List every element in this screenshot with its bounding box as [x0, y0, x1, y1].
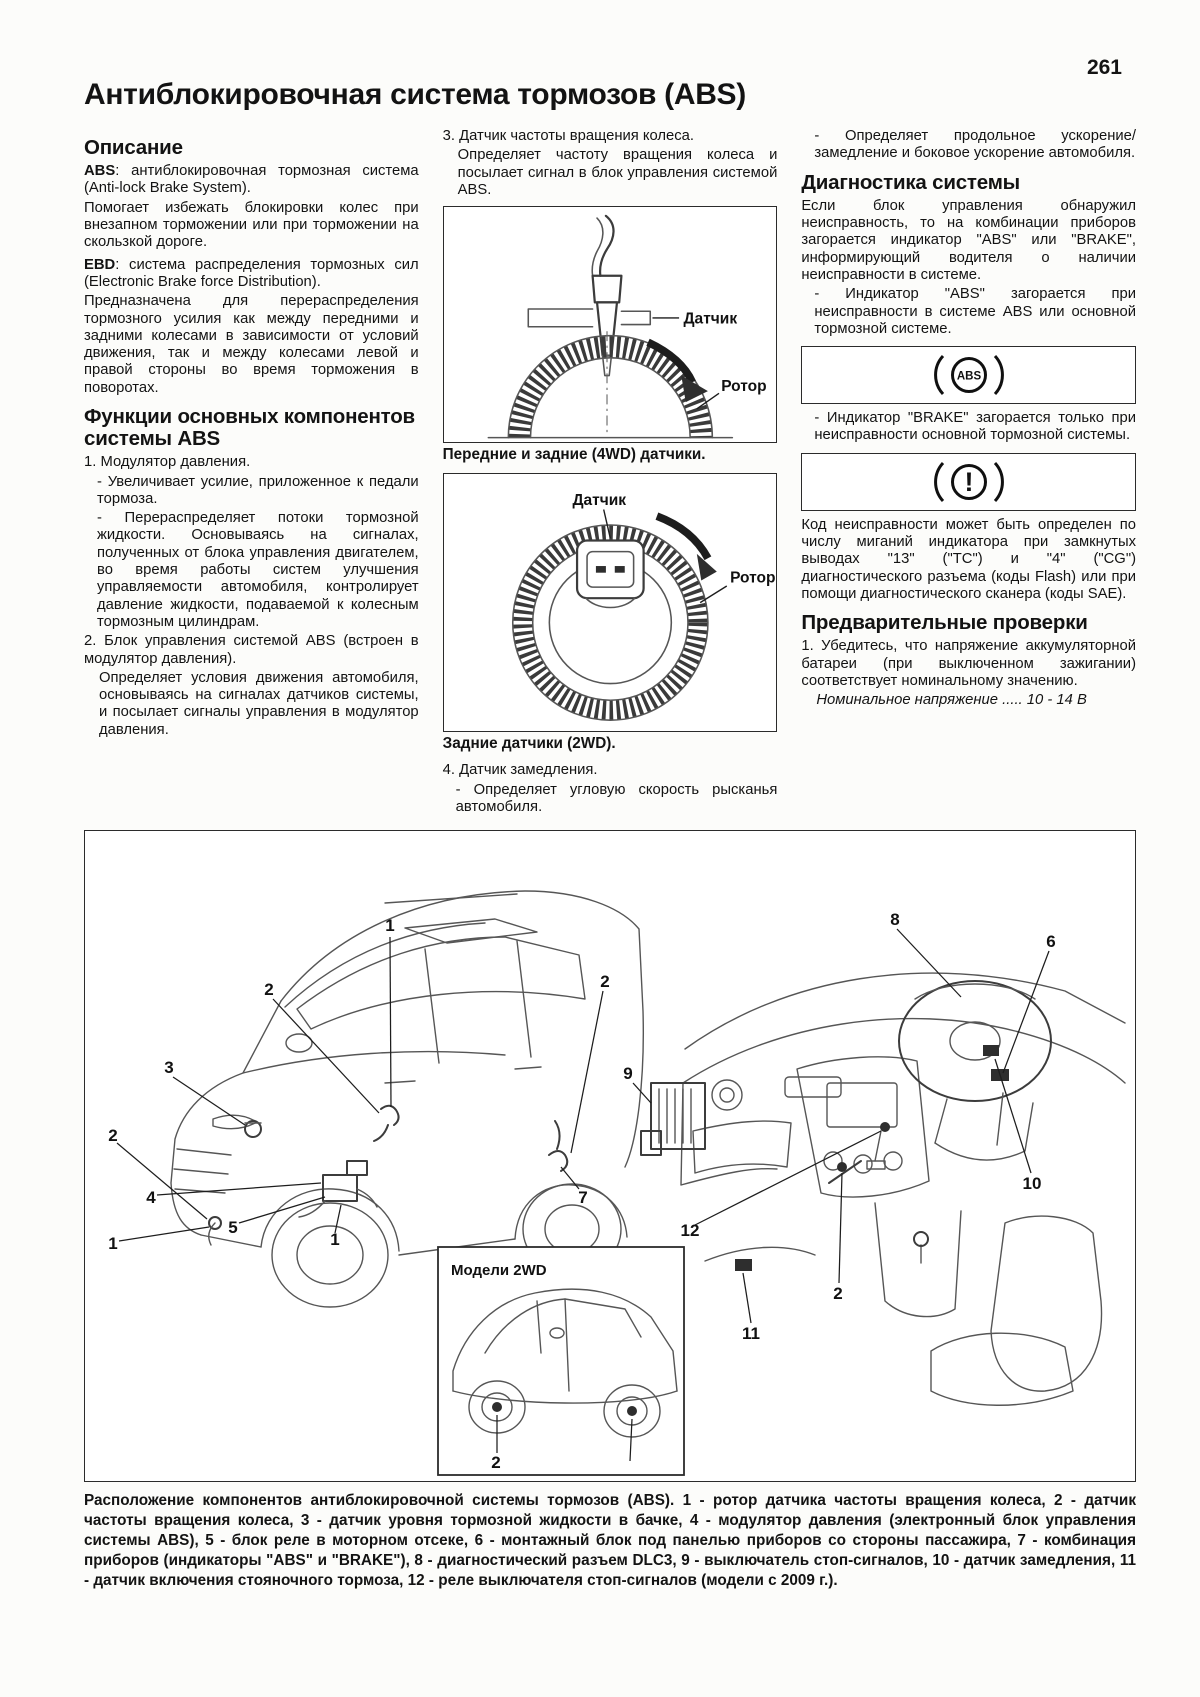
list-subitem-abs-indicator: - Индикатор "ABS" загорается при неисправности в системе ABS или основной тормозной системе. [814, 286, 1137, 337]
column-2 [443, 128, 778, 818]
para-fault-codes: Код неисправности может быть определен по числу миганий индикатора при замкнутых выводах "13" ("TC") и "4" ("CG") диагностического разъема (коды Flash) или при помощи диагностического сканера (коды SAE). [801, 516, 1137, 602]
para-abs-note: Помогает избежать блокировки колес при внезапном торможении или при торможении на скользкой дороге. [84, 199, 419, 251]
abs-warning-lamp-icon [894, 352, 1044, 398]
sensor-label: Датчик [572, 492, 626, 510]
heading-prechecks: Предварительные проверки [801, 611, 1088, 635]
callout-number: 2 [491, 1453, 501, 1473]
diagram-4wd-sensor [443, 206, 778, 443]
page-title: Антиблокировочная система тормозов (ABS) [84, 78, 746, 111]
wheel-speed-sensor-2wd-drawing [444, 474, 777, 731]
list-subitem: - Определяет угловую скорость рысканья автомобиля. [455, 781, 778, 815]
spec-nominal-voltage: Номинальное напряжение ..... 10 - 14 В [816, 692, 1087, 709]
callout-number: 5 [228, 1218, 238, 1238]
car-exterior-drawing [171, 891, 643, 1307]
heading-description: Описание [84, 136, 183, 159]
para-diagnostics-intro: Если блок управления обнаружил неисправность, то на комбинации приборов загорается индикатор "ABS" или "BRAKE", информирующий водителя о наличии неисправности в системе. [801, 197, 1137, 283]
list-item: 1. Убедитесь, что напряжение аккумуляторной батареи (при выключенном зажигании) соответствует номинальному значению. [801, 638, 1137, 689]
components-location-drawing [85, 831, 1135, 1481]
list-item-continuation: Определяет условия движения автомобиля, основываясь на сигналах датчиков системы, и посылает сигналы управления в модулятор давления. [99, 669, 419, 738]
callout-number: 1 [108, 1234, 118, 1254]
column-3 [801, 128, 1136, 711]
diagram-caption-4wd: Передние и задние (4WD) датчики. [442, 446, 706, 464]
term-ebd-rest: : система распределения тормозных сил (Electronic Brake force Distribution). [84, 256, 419, 290]
para-abs-definition [84, 163, 419, 198]
components-location-figure [84, 830, 1136, 1482]
rotor-label: Ротор [729, 569, 776, 587]
list-item: 2. Блок управления системой ABS (встроен в модулятор давления). [84, 633, 419, 667]
figure-caption: Расположение компонентов антиблокировочной системы тормозов (ABS). 1 - ротор датчика частоты вращения колеса, 2 - датчик частоты вращения колеса, 3 - датчик уровня тормозной жидкости в бачке, 4 - модулятор давления (электронный блок управления системы ABS), 5 - блок реле в моторном отсеке, 6 - монтажный блок под панелью приборов со стороны пассажира, 7 - комбинация приборов (индикаторы "ABS" и "BRAKE"), 8 - диагностический разъем DLC3, 9 - выключатель стоп-сигналов, 10 - датчик замедления, 11 - датчик включения стояночного тормоза, 12 - реле выключателя стоп-сигналов (модели с 2009 г.). [84, 1492, 1136, 1589]
list-subitem: - Увеличивает усилие, приложенное к педали тормоза. [97, 473, 419, 507]
callout-number: 10 [1022, 1174, 1042, 1194]
callout-number: 7 [578, 1188, 588, 1208]
abs-lamp-text: ABS [956, 370, 981, 383]
callout-number: 3 [164, 1058, 174, 1078]
term-abs: ABS [84, 163, 116, 180]
list-item: 1. Модулятор давления. [84, 454, 251, 471]
para-ebd-definition [84, 257, 419, 292]
inset-label: Модели 2WD [451, 1262, 547, 1280]
term-ebd: EBD [84, 256, 116, 273]
para-ebd-note: Предназначена для перераспределения тормозного усилия как между передними и задними колесами в зависимости от условий движения, так и между колесами левой и правой стороны во время торможения в поворотах. [84, 293, 419, 396]
brake-lamp-glyph: ! [964, 466, 974, 497]
list-item-continuation: Определяет частоту вращения колеса и посылает сигнал в блок управления системой ABS. [457, 147, 778, 198]
list-item: 4. Датчик замедления. [442, 762, 598, 779]
abs-indicator-box [801, 346, 1136, 404]
rotor-label: Ротор [720, 378, 767, 396]
callout-number: 2 [600, 972, 610, 992]
sensor-label: Датчик [683, 310, 737, 328]
list-subitem: - Перераспределяет потоки тормозной жидкости. Основываясь на сигналах, полученных от блока управления двигателем, во время работы систем улучшения управляемости автомобиля, контролирует давление жидкости, подаваемой к колесным тормозным цилиндрам. [97, 510, 419, 630]
term-abs-rest: : антиблокировочная тормозная система (Anti-lock Brake System). [84, 163, 419, 197]
diagram-caption-2wd: Задние датчики (2WD). [442, 735, 616, 753]
callout-number: 11 [742, 1324, 760, 1344]
callout-number: 2 [108, 1126, 118, 1146]
callout-number: 8 [890, 910, 900, 930]
column-1 [84, 128, 419, 741]
heading-diagnostics: Диагностика системы [801, 170, 1020, 194]
diagram-2wd-sensor [443, 473, 778, 732]
callout-number: 2 [264, 980, 274, 1000]
callout-number: 2 [833, 1284, 843, 1304]
list-subitem: - Определяет продольное ускорение/замедление и боковое ускорение автомобиля. [814, 128, 1137, 162]
text-columns [84, 128, 1136, 818]
callout-number: 9 [623, 1064, 633, 1084]
brake-indicator-box [801, 453, 1136, 511]
callout-number: 12 [680, 1221, 700, 1241]
brake-warning-lamp-icon [894, 459, 1044, 505]
callout-number: 4 [146, 1188, 156, 1208]
callout-number: 1 [385, 916, 395, 936]
heading-functions: Функции основных компонентов системы ABS [84, 404, 415, 451]
car-interior-drawing [641, 973, 1125, 1405]
inset-2wd-models [438, 1247, 684, 1475]
list-subitem-brake-indicator: - Индикатор "BRAKE" загорается только при неисправности основной тормозной системы. [814, 410, 1137, 444]
list-item: 3. Датчик частоты вращения колеса. [442, 128, 695, 144]
page-number: 261 [1086, 56, 1122, 79]
wheel-speed-sensor-4wd-drawing [444, 207, 777, 442]
callout-number: 6 [1046, 932, 1056, 952]
callout-number: 1 [330, 1230, 340, 1250]
